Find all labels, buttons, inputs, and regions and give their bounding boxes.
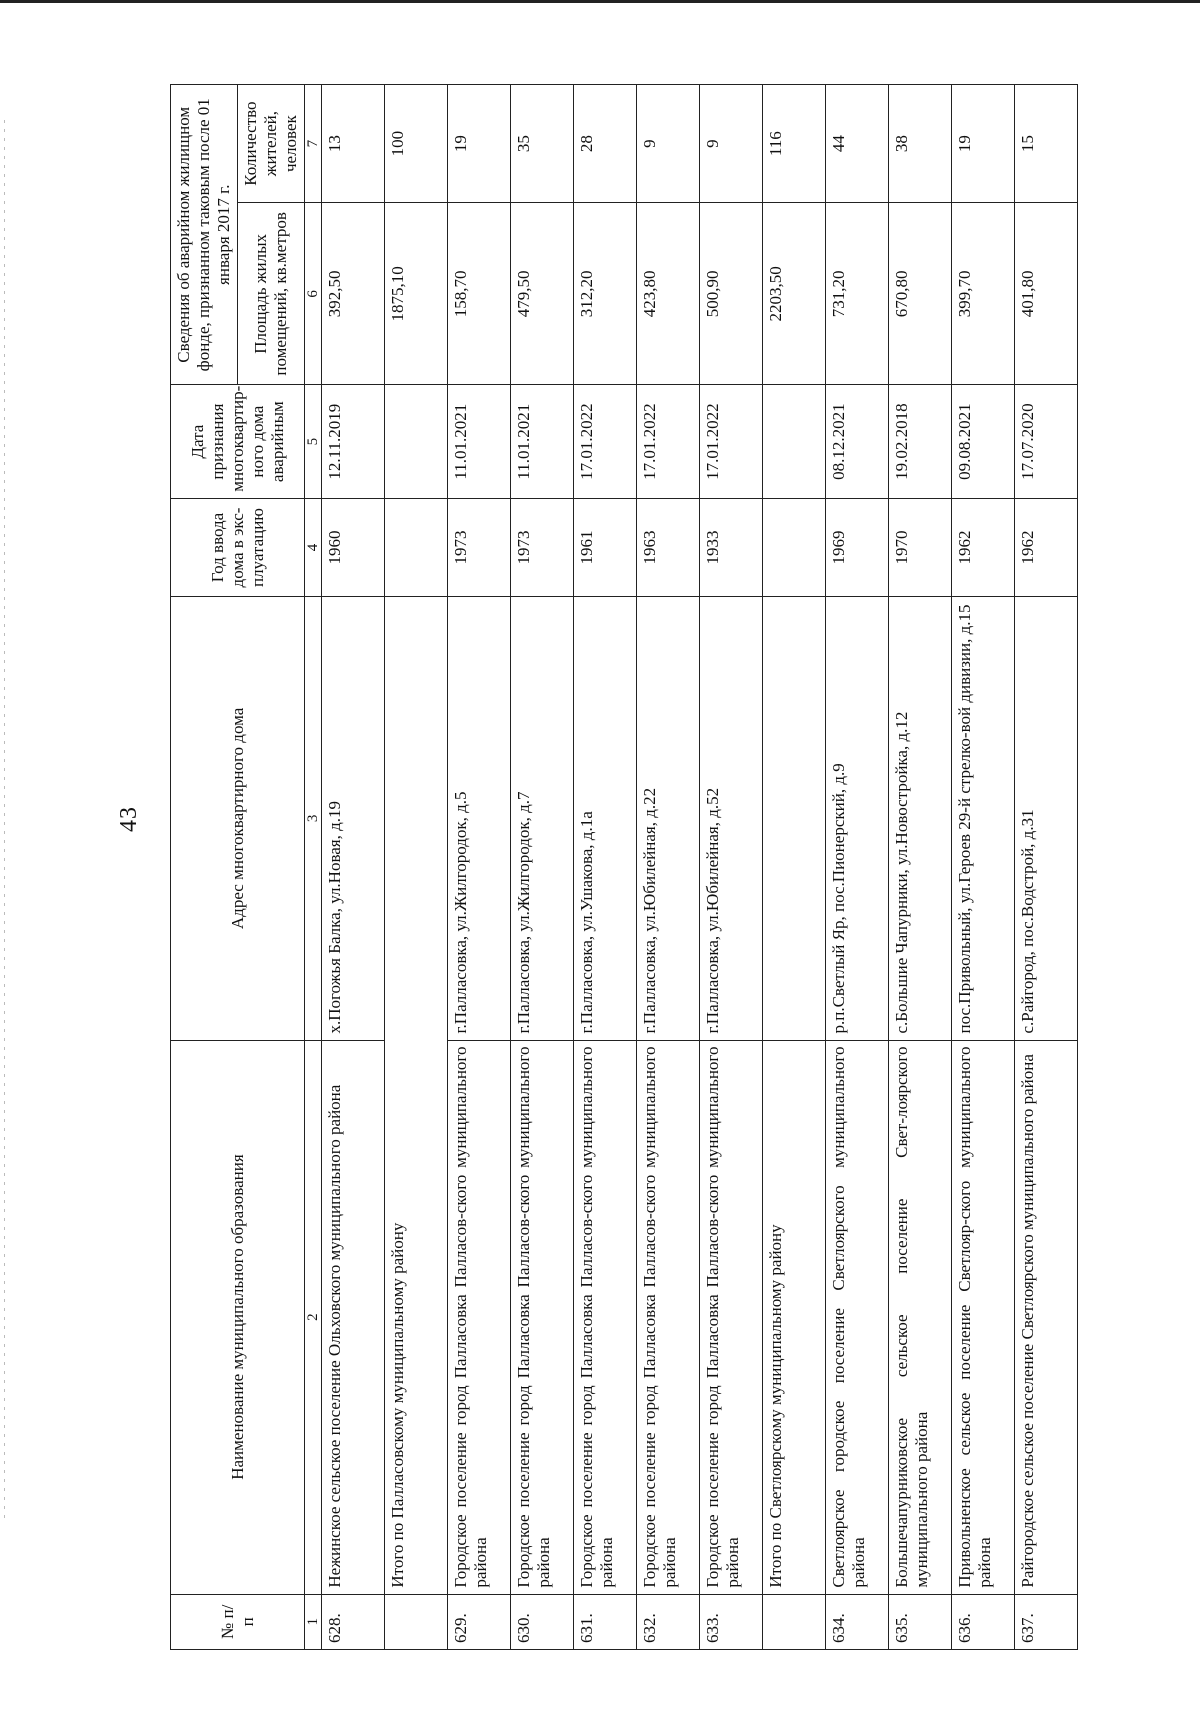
total-residents: 116 — [763, 85, 826, 203]
area-cell: 731,20 — [826, 203, 889, 385]
area-cell: 423,80 — [637, 203, 700, 385]
residents-cell: 9 — [700, 85, 763, 203]
row-number: 637. — [1015, 1594, 1078, 1649]
total-row — [385, 85, 448, 1650]
address-cell: г.Палласовка, ул.Юбилейная, д.22 — [637, 597, 700, 1040]
address-cell: г.Палласовка, ул.Жилгородок, д.5 — [448, 597, 511, 1040]
address-cell: х.Погожья Балка, ул.Новая, д.19 — [322, 597, 385, 1040]
date-cell: 19.02.2018 — [889, 385, 952, 498]
header-area: Площадь жилых помещений, кв.метров — [238, 203, 305, 385]
area-cell: 312,20 — [574, 203, 637, 385]
year-cell: 1973 — [448, 498, 511, 597]
row-number: 636. — [952, 1594, 1015, 1649]
residents-cell: 35 — [511, 85, 574, 203]
year-cell-empty — [385, 498, 448, 597]
row-number: 628. — [322, 1594, 385, 1649]
date-cell-empty — [385, 385, 448, 498]
row-number-empty — [763, 1594, 826, 1649]
municipality-cell: Городское поселение город Палласовка Палласов-ского муниципального района — [511, 1040, 574, 1594]
header-residents: Количество жителей, человек — [238, 85, 305, 203]
header-address: Адрес многоквартирного дома — [171, 597, 305, 1040]
header-year: Год ввода дома в экс-плуатацию — [171, 498, 305, 597]
date-cell: 17.01.2022 — [574, 385, 637, 498]
year-cell: 1970 — [889, 498, 952, 597]
table-row — [448, 85, 511, 1650]
year-cell: 1961 — [574, 498, 637, 597]
date-cell: 11.01.2021 — [448, 385, 511, 498]
address-cell: с.Райгород, пос.Водстрой, д.31 — [1015, 597, 1078, 1040]
page-number: 43 — [116, 806, 142, 832]
address-cell: г.Палласовка, ул.Жилгородок, д.7 — [511, 597, 574, 1040]
address-cell: г.Палласовка, ул.Ушакова, д.1а — [574, 597, 637, 1040]
year-cell: 1969 — [826, 498, 889, 597]
table-row — [952, 85, 1015, 1650]
scan-edge-marks — [4, 120, 5, 1520]
municipality-cell: Райгородское сельское поселение Светлоярского муниципального района — [1015, 1040, 1078, 1594]
table-row — [826, 85, 889, 1650]
column-number: 2 — [305, 1040, 322, 1594]
column-number: 4 — [305, 498, 322, 597]
residents-cell: 28 — [574, 85, 637, 203]
year-cell: 1973 — [511, 498, 574, 597]
address-cell: пос.Привольный, ул.Героев 29-й стрелко-вой дивизии, д.15 — [952, 597, 1015, 1040]
table-row — [574, 85, 637, 1650]
date-cell: 09.08.2021 — [952, 385, 1015, 498]
area-cell: 500,90 — [700, 203, 763, 385]
table-row — [1015, 85, 1078, 1650]
row-number: 634. — [826, 1594, 889, 1649]
year-cell: 1963 — [637, 498, 700, 597]
municipality-cell: Городское поселение город Палласовка Палласов-ского муниципального района — [574, 1040, 637, 1594]
year-cell: 1960 — [322, 498, 385, 597]
area-cell: 392,50 — [322, 203, 385, 385]
row-number: 635. — [889, 1594, 952, 1649]
total-label: Итого по Светлоярскому муниципальному району — [763, 1040, 826, 1594]
header-municipality: Наименование муниципального образования — [171, 1040, 305, 1594]
area-cell: 401,80 — [1015, 203, 1078, 385]
municipality-cell: Нежинское сельское поселение Ольховского муниципального района — [322, 1040, 385, 1594]
total-label: Итого по Палласовскому муниципальному району — [385, 597, 448, 1594]
header-date: Дата признания многоквартир-ного дома аварийным — [171, 385, 305, 498]
column-number: 7 — [305, 85, 322, 203]
table-row — [322, 85, 385, 1650]
area-cell: 670,80 — [889, 203, 952, 385]
year-cell-empty — [763, 498, 826, 597]
column-number: 1 — [305, 1594, 322, 1649]
date-cell: 11.01.2021 — [511, 385, 574, 498]
row-number: 632. — [637, 1594, 700, 1649]
row-number: 630. — [511, 1594, 574, 1649]
year-cell: 1962 — [1015, 498, 1078, 597]
municipality-cell: Городское поселение город Палласовка Палласов-ского муниципального района — [700, 1040, 763, 1594]
table-row — [637, 85, 700, 1650]
date-cell: 12.11.2019 — [322, 385, 385, 498]
date-cell: 17.01.2022 — [637, 385, 700, 498]
area-cell: 479,50 — [511, 203, 574, 385]
rotated-table-frame — [170, 84, 1060, 1650]
municipality-cell: Городское поселение город Палласовка Палласов-ского муниципального района — [448, 1040, 511, 1594]
row-number: 631. — [574, 1594, 637, 1649]
row-number: 633. — [700, 1594, 763, 1649]
address-cell: р.п.Светлый Яр, пос.Пионерский, д.9 — [826, 597, 889, 1040]
table-row — [511, 85, 574, 1650]
row-number: 629. — [448, 1594, 511, 1649]
residents-cell: 19 — [448, 85, 511, 203]
row-number-empty — [385, 1594, 448, 1649]
residents-cell: 15 — [1015, 85, 1078, 203]
municipality-cell: Светлоярское городское поселение Светлоярского муниципального района — [826, 1040, 889, 1594]
residents-cell: 19 — [952, 85, 1015, 203]
table-row — [889, 85, 952, 1650]
address-cell: г.Палласовка, ул.Юбилейная, д.52 — [700, 597, 763, 1040]
residents-cell: 44 — [826, 85, 889, 203]
address-cell: с.Большие Чапурники, ул.Новостройка, д.12 — [889, 597, 952, 1040]
emergency-housing-table — [170, 84, 1078, 1650]
date-cell-empty — [763, 385, 826, 498]
total-area: 1875,10 — [385, 203, 448, 385]
date-cell: 17.07.2020 — [1015, 385, 1078, 498]
date-cell: 17.01.2022 — [700, 385, 763, 498]
date-cell: 08.12.2021 — [826, 385, 889, 498]
total-area: 2203,50 — [763, 203, 826, 385]
total-row — [763, 85, 826, 1650]
address-cell-empty — [763, 597, 826, 1040]
year-cell: 1933 — [700, 498, 763, 597]
area-cell: 399,70 — [952, 203, 1015, 385]
municipality-cell: Привольненское сельское поселение Светлояр-ского муниципального района — [952, 1040, 1015, 1594]
header-number: № п/п — [171, 1594, 305, 1649]
total-residents: 100 — [385, 85, 448, 203]
residents-cell: 13 — [322, 85, 385, 203]
column-number: 5 — [305, 385, 322, 498]
header-group-emergency-fund: Сведения об аварийном жилищном фонде, признанном таковым после 01 января 2017 г. — [171, 85, 238, 385]
residents-cell: 9 — [637, 85, 700, 203]
scan-top-border — [0, 0, 1200, 3]
year-cell: 1962 — [952, 498, 1015, 597]
column-number: 6 — [305, 203, 322, 385]
municipality-cell: Большечапурниковское сельское поселение Свет-лоярского муниципального района — [889, 1040, 952, 1594]
municipality-cell: Городское поселение город Палласовка Палласов-ского муниципального района — [637, 1040, 700, 1594]
area-cell: 158,70 — [448, 203, 511, 385]
residents-cell: 38 — [889, 85, 952, 203]
table-row — [700, 85, 763, 1650]
column-number: 3 — [305, 597, 322, 1040]
